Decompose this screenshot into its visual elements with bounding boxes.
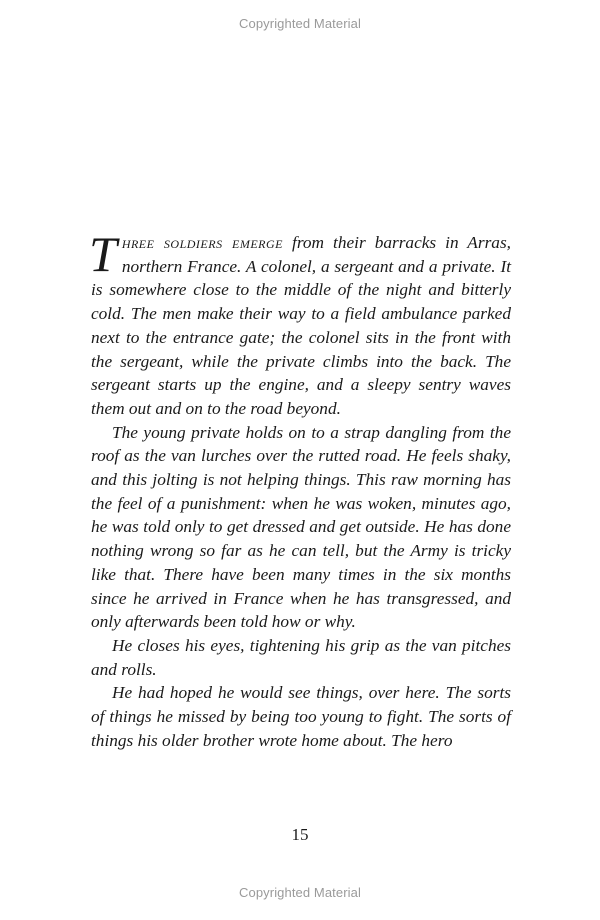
- copyright-watermark-top: Copyrighted Material: [239, 16, 361, 31]
- drop-cap: T: [89, 226, 117, 282]
- page-number: 15: [291, 825, 309, 844]
- paragraph-1-text: from their barracks in Arras, northern France. A colonel, a sergeant and a private. It is somewhere close to the middle of the night and bitterly cold. The men make their way to a field ambulance parked next to the entrance gate; the colonel sits in the front with the sergeant, while the private climbs into the back. The sergeant starts up the engine, and a sleepy sentry waves them out and on to the road beyond.: [91, 233, 511, 418]
- opening-small-caps: hree soldiers emerge: [121, 233, 284, 252]
- paragraph-4: He had hoped he would see things, over here. The sorts of things he missed by being too young to fight. The sorts of things his older brother wrote home about. The hero: [91, 683, 511, 750]
- paragraph-3: He closes his eyes, tightening his grip as the van pitches and rolls.: [91, 635, 511, 679]
- paragraph-2: The young private holds on to a strap dangling from the roof as the van lurches over the rutted road. He feels shaky, and this jolting is not helping things. This raw morning has the feel of a punishment: when he was woken, minutes ago, he was told only to get dressed and get outside. He has done nothing wrong so far as he can tell, but the Army is tricky like that. There have been many times in the six months since he arrived in France when he has transgressed, and only afterwards been told how or why.: [91, 422, 511, 632]
- copyright-watermark-bottom: Copyrighted Material: [239, 885, 361, 900]
- paragraph-1: [89, 226, 511, 421]
- body-text: [89, 226, 511, 752]
